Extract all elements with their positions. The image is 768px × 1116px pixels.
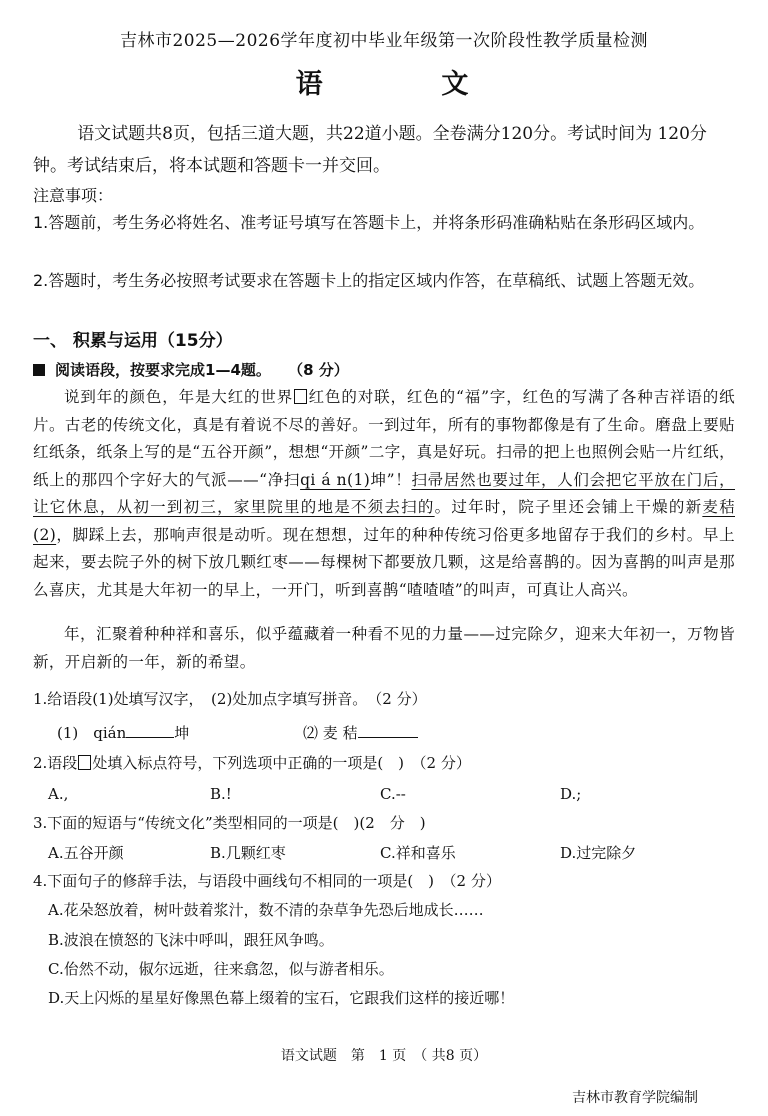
subject-char-2: 文 xyxy=(441,69,473,100)
blank-mark-1: qi á n(1) xyxy=(300,470,371,489)
intro-paragraph: 语文试题共8页，包括三道大题，共22道小题。全卷满分120分。考试时间为 120分钟。考试结束后，将本试题和答题卡一并交回。 xyxy=(33,124,707,176)
subject-title xyxy=(0,62,768,101)
note-item-2: 2.答题时，考生务必按照考试要求在答题卡上的指定区域内作答，在草稿纸、试题上答题无效。 xyxy=(33,271,705,290)
question-4: 4.下面句子的修辞手法，与语段中画线句不相同的一项是( ) （2 分） xyxy=(33,872,501,890)
q3-option-b: B.几颗红枣 xyxy=(210,844,286,862)
exam-title: 吉林市2025—2026学年度初中毕业年级第一次阶段性教学质量检测 xyxy=(119,31,649,51)
q2-option-a: A., xyxy=(48,785,69,803)
reading-passage-2: 年，汇聚着种种祥和喜乐，似乎蕴藏着一种看不见的力量——过完除夕，迎来大年初一，万物皆新，开启新的一年，新的希望。 xyxy=(33,625,735,671)
q3-option-a: A.五谷开颜 xyxy=(48,844,124,862)
note-item-1: 1.答题前，考生务必将姓名、准考证号填写在答题卡上，并将条形码准确粘贴在条形码区域内。 xyxy=(33,213,705,232)
q4-option-b: B.波浪在愤怒的飞沫中呼叫，跟狂风争鸣。 xyxy=(48,931,334,949)
q3-option-d: D.过完除夕 xyxy=(560,844,637,862)
question-1-blank-a: (1) qián 坤 xyxy=(57,724,190,742)
section-1-title: 一、 积累与运用（15分） xyxy=(33,331,233,351)
publisher-note: 吉林市教育学院编制 xyxy=(572,1090,698,1106)
underlined-sentence: 扫帚居然也要过年，人们会把它平放在门后，让它休息，从初一到初三，家里院里的地是不须去扫的 xyxy=(33,470,736,516)
notes-heading: 注意事项： xyxy=(33,186,114,205)
punctuation-blank-box xyxy=(294,389,307,404)
question-3: 3.下面的短语与“传统文化”类型相同的一项是( )(2 分 ) xyxy=(33,814,426,832)
q4-option-c: C.佁然不动，俶尔远逝，往来翕忽，似与游者相乐。 xyxy=(48,960,394,978)
q4-option-a: A.花朵怒放着，树叶鼓着浆汁，数不清的杂草争先恐后地成长…… xyxy=(48,901,484,919)
answer-line xyxy=(126,737,174,738)
punctuation-blank-box xyxy=(78,755,91,770)
question-1-blank-b: ⑵ 麦 秸 xyxy=(303,722,418,743)
blank-mark-2: 麦秸(2) xyxy=(33,498,735,544)
q2-option-d: D.; xyxy=(560,785,582,803)
q3-option-c: C.祥和喜乐 xyxy=(380,844,456,862)
answer-line xyxy=(358,737,418,738)
subject-char-1: 语 xyxy=(295,69,327,100)
q4-option-d: D.天上闪烁的星星好像黑色幕上缀着的宝石，它跟我们这样的接近哪！ xyxy=(48,989,515,1007)
question-2: 2.语段 处填入标点符号，下列选项中正确的一项是( ) （2 分） xyxy=(33,754,471,772)
question-1: 1.给语段(1)处填写汉字， (2)处加点字填写拼音。 （2 分） xyxy=(33,690,427,708)
block-square-icon xyxy=(33,364,45,376)
q2-option-b: B.! xyxy=(210,785,232,803)
reading-passage: 说到年的颜色，年是大红的世界 红色的对联，红色的“福”字，红色的写满了各种吉祥语的纸片。古老的传统文化，真是有着说不尽的善好。一到过年，所有的事物都像是有了生命。磨盘上要贴红纸条，纸条上写的是“五谷开颜”，想想“开颜”二字，真是好玩。扫帚的把上也照例会贴一片红纸，纸上的那四个字好大的气派——“净扫qi á n(1)坤”！扫帚居然也要过年，人们会把它平放在门后，让它休息，从初一到初三，家里院里的地是不须去扫的。过年时，院子里还会铺上干燥的新麦秸(2)，脚踩上去，那响声很是动听。现在想想，过年的种种传统习俗更多地留存于我们的乡村。早上起来，要去院子外的树下放几颗红枣——每棵树下都要放几颗，这是给喜鹊的。因为喜鹊的叫声是那么喜庆，尤其是大年初一的早上，一开门，听到喜鹊“喳喳喳”的叫声，可真让人高兴。 xyxy=(33,388,736,599)
page-footer: 语文试题 第 1 页 （ 共8 页） xyxy=(280,1048,488,1064)
q2-option-c: C.-- xyxy=(380,785,406,803)
block-instruction: 阅读语段，按要求完成1—4题。 （8 分） xyxy=(33,359,349,380)
